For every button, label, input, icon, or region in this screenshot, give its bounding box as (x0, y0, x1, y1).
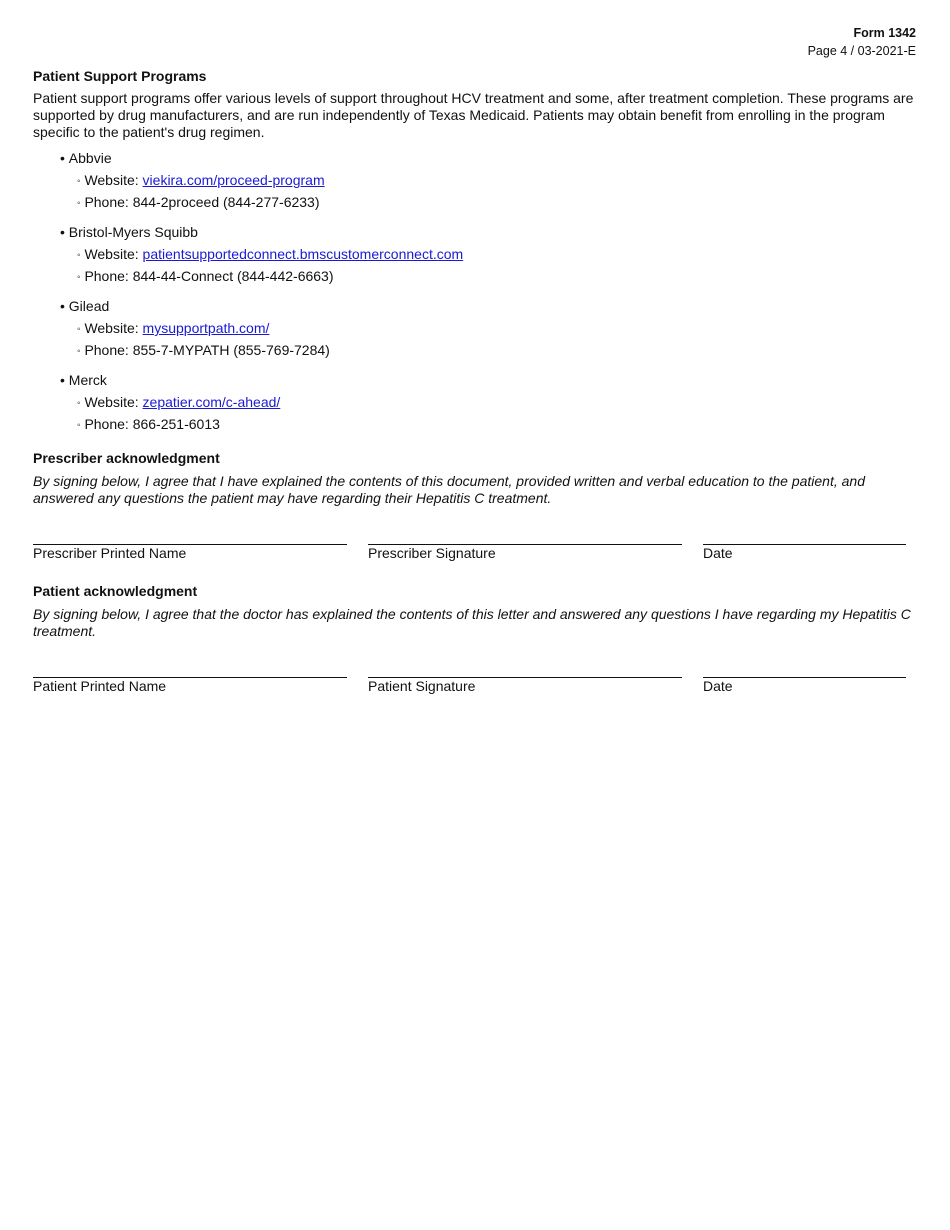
prescriber-printed-name-label: Prescriber Printed Name (33, 545, 187, 561)
website-link-bms[interactable]: patientsupportedconnect.bmscustomerconnect.com (142, 246, 464, 262)
program-abbvie (60, 150, 918, 213)
circle-bullet-icon: ◦ (77, 324, 81, 335)
website-item (77, 246, 918, 265)
phone-item (77, 194, 918, 213)
phone-text: Phone: 855-7-MYPATH (855-769-7284) (84, 342, 330, 358)
website-label: Website: (84, 246, 143, 262)
support-programs-title: Patient Support Programs (33, 68, 207, 84)
program-name: • Abbvie (60, 150, 112, 166)
circle-bullet-icon: ◦ (77, 398, 81, 409)
website-item (77, 394, 918, 413)
website-link-merck[interactable]: zepatier.com/c-ahead/ (142, 394, 281, 410)
page-info: Page 4 / 03-2021-E (807, 44, 916, 58)
phone-text: Phone: 866-251-6013 (84, 416, 220, 432)
patient-ack-text: By signing below, I agree that the doctor has explained the contents of this letter and answered any questions I have regarding my Hepatitis C treatment. (33, 606, 911, 639)
website-item (77, 320, 918, 339)
program-list (60, 150, 918, 435)
document-body (33, 67, 918, 695)
website-link-gilead[interactable]: mysupportpath.com/ (142, 320, 270, 336)
patient-signature-row (33, 677, 906, 695)
circle-bullet-icon: ◦ (77, 346, 81, 357)
prescriber-ack-text: By signing below, I agree that I have explained the contents of this document, provided written and verbal education to the patient, and answered any questions the patient may have regarding their Hepatitis C treatment. (33, 473, 865, 506)
phone-item (77, 416, 918, 435)
prescriber-signature-label: Prescriber Signature (368, 545, 496, 561)
patient-printed-name-field[interactable] (33, 677, 347, 695)
patient-signature-field[interactable] (368, 677, 682, 695)
program-name: • Bristol-Myers Squibb (60, 224, 198, 240)
patient-date-field[interactable] (703, 677, 906, 695)
circle-bullet-icon: ◦ (77, 420, 81, 431)
page-header (808, 24, 916, 60)
program-bms (60, 224, 918, 287)
phone-item (77, 342, 918, 361)
program-gilead (60, 298, 918, 361)
program-contacts (77, 394, 918, 435)
circle-bullet-icon: ◦ (77, 176, 81, 187)
patient-date-label: Date (703, 678, 733, 694)
phone-item (77, 268, 918, 287)
program-contacts (77, 172, 918, 213)
website-link-abbvie[interactable]: viekira.com/proceed-program (142, 172, 325, 188)
program-contacts (77, 246, 918, 287)
website-label: Website: (84, 394, 143, 410)
prescriber-printed-name-field[interactable] (33, 544, 347, 562)
patient-signature-label: Patient Signature (368, 678, 476, 694)
website-label: Website: (84, 172, 143, 188)
circle-bullet-icon: ◦ (77, 272, 81, 283)
circle-bullet-icon: ◦ (77, 250, 81, 261)
prescriber-date-field[interactable] (703, 544, 906, 562)
prescriber-signature-row (33, 544, 906, 562)
program-merck (60, 372, 918, 435)
prescriber-date-label: Date (703, 545, 733, 561)
phone-text: Phone: 844-2proceed (844-277-6233) (84, 194, 320, 210)
circle-bullet-icon: ◦ (77, 198, 81, 209)
patient-ack-section (33, 582, 918, 695)
prescriber-ack-title: Prescriber acknowledgment (33, 450, 220, 466)
website-item (77, 172, 918, 191)
website-label: Website: (84, 320, 143, 336)
prescriber-signature-field[interactable] (368, 544, 682, 562)
program-name: • Merck (60, 372, 107, 388)
program-name: • Gilead (60, 298, 109, 314)
support-programs-intro: Patient support programs offer various levels of support throughout HCV treatment and some, after treatment completion. These programs are supported by drug manufacturers, and are run independently of Texas Medicaid. Patients may obtain benefit from enrolling in the program specific to the patient's drug regimen. (33, 90, 914, 140)
patient-ack-title: Patient acknowledgment (33, 583, 198, 599)
patient-printed-name-label: Patient Printed Name (33, 678, 167, 694)
form-number: Form 1342 (853, 26, 916, 40)
phone-text: Phone: 844-44-Connect (844-442-6663) (84, 268, 334, 284)
program-contacts (77, 320, 918, 361)
